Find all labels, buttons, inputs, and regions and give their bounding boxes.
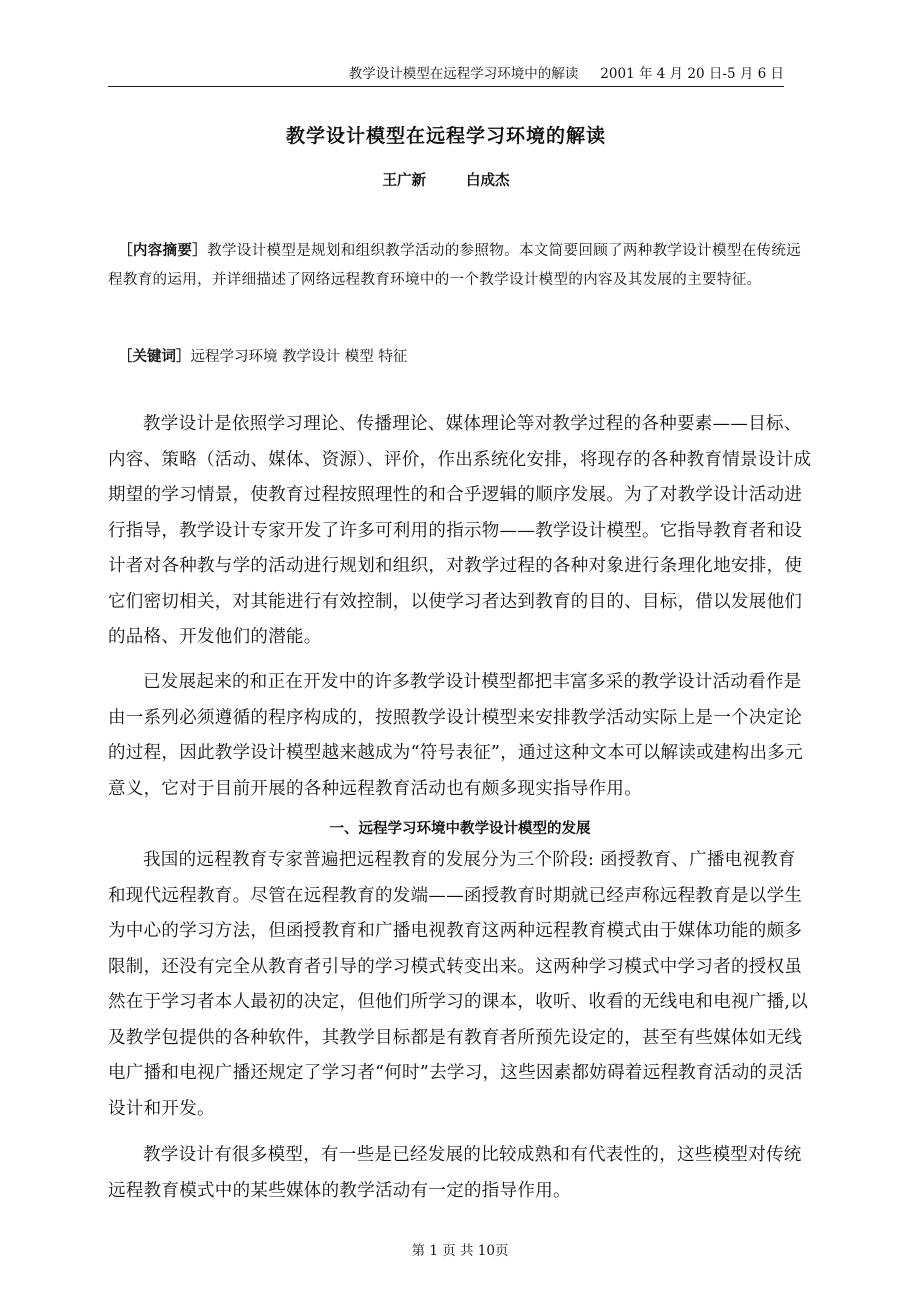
body-paragraph: 教学设计是依照学习理论、传播理论、媒体理论等对教学过程的各种要素——目标、内容、策略（活动、媒体、资源）、评价，作出系统化安排，将现存的各种教育情景设计成期望的学习情景，使教育过程按照理性的和合乎逻辑的顺序发展。为了对教学设计活动进行指导，教学设计专家开发了许多可利用的指示物——教学设计模型。它指导教育者和设计者对各种教与学的活动进行规划和组织，对教学过程的各种对象进行条理化地安排，使它们密切相关，对其能进行有效控制，以使学习者达到教育的目的、目标，借以发展他们的品格、开发他们的潜能。 [108, 414, 812, 647]
author-name: 王广新 [382, 172, 426, 189]
page-footer: 第 1 页 共 10页 [411, 1243, 509, 1259]
header-doc-title: 教学设计模型在远程学习环境中的解读 [348, 66, 579, 82]
body-paragraph: 教学设计有很多模型，有一些是已经发展的比较成熟和有代表性的，这些模型对传统远程教育模式中的某些媒体的教学活动有一定的指导作用。 [108, 1145, 802, 1201]
keywords-label: ［关键词］ [118, 348, 191, 365]
keywords-text: 远程学习环境 教学设计 模型 特征 [190, 349, 408, 365]
section-heading: 一、远程学习环境中教学设计模型的发展 [329, 820, 591, 837]
header-date-range: 2001 年 4 月 20 日-5 月 6 日 [600, 66, 784, 82]
running-header [108, 64, 784, 87]
abstract [108, 236, 812, 295]
page-title: 教学设计模型在远程学习环境的解读 [285, 125, 606, 147]
body-paragraph: 已发展起来的和正在开发中的许多教学设计模型都把丰富多采的教学设计活动看作是由一系列必须遵循的程序构成的，按照教学设计模型来安排教学活动实际上是一个决定论的过程，因此教学设计模型越来越成为“符号表征”，通过这种文本可以解读或建构出多元意义，它对于目前开展的各种远程教育活动也有颇多现实指导作用。 [108, 672, 803, 799]
author-name: 白成杰 [466, 172, 510, 189]
keywords [108, 343, 812, 371]
body-paragraph: 我国的远程教育专家普遍把远程教育的发展分为三个阶段: 函授教育、广播电视教育和现代远程教育。尽管在远程教育的发端——函授教育时期就已经声称远程教育是以学生为中心的学习方法，但函授教育和广播电视教育这两种远程教育模式由于媒体功能的颇多限制，还没有完全从教育者引导的学习模式转变出来。这两种学习模式中学习者的授权虽然在于学习者本人最初的决定，但他们所学习的课本，收听、收看的无线电和电视广播,以及教学包提供的各种软件，其教学目标都是有教育者所预先设定的，甚至有些媒体如无线电广播和电视广播还规定了学习者“何时”去学习，这些因素都妨碍着远程教育活动的灵活设计和开发。 [108, 850, 809, 1119]
abstract-label: ［内容摘要］ [118, 242, 208, 259]
abstract-text: 教学设计模型是规划和组织教学活动的参照物。本文简要回顾了两种教学设计模型在传统远程教育的运用，并详细描述了网络远程教育环境中的一个教学设计模型的内容及其发展的主要特征。 [108, 243, 802, 288]
authors [108, 169, 784, 190]
